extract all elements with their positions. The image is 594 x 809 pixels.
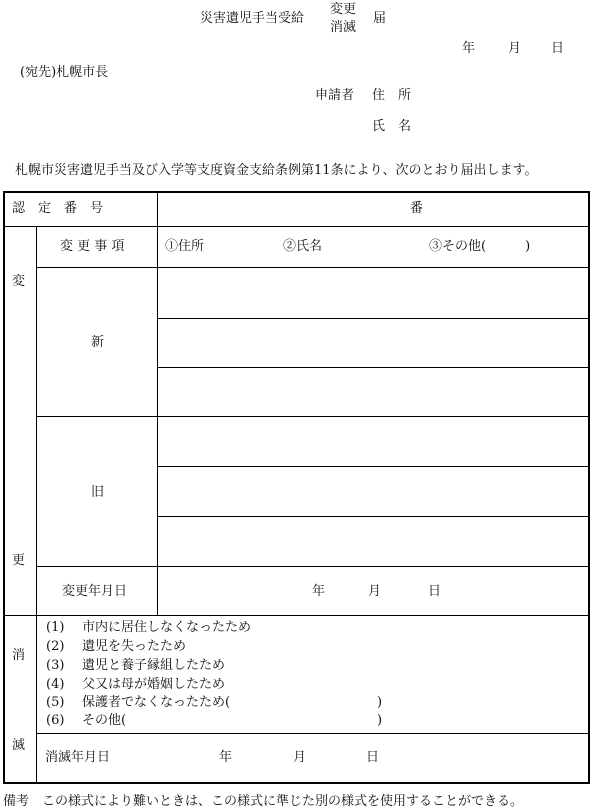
change-date-day: 日 [428, 584, 442, 599]
old-label: 旧 [91, 485, 105, 500]
reason-2-text[interactable]: 遺児を失ったため [82, 639, 187, 654]
cert-number-suffix: 番 [410, 201, 424, 216]
new-line-3-field[interactable] [158, 368, 588, 416]
table-border-right [588, 191, 590, 784]
address-label: 住 所 [372, 88, 412, 103]
row-divider [36, 566, 590, 567]
submit-date-year: 年 [462, 41, 476, 56]
title-option-extinction: 消滅 [330, 20, 357, 35]
extinction-section-label-top: 消 [12, 648, 26, 663]
row-divider [3, 226, 590, 227]
cert-number-label: 認 定 番 号 [12, 201, 104, 216]
reason-6-close: ) [377, 713, 383, 728]
col-divider [157, 191, 158, 227]
form-title: 災害遺児手当受給 [200, 11, 305, 26]
old-line-1-field[interactable] [158, 417, 588, 466]
extinction-date-month: 月 [293, 750, 307, 765]
reason-5-close: ) [377, 695, 383, 710]
addressee: (宛先)札幌市長 [20, 65, 109, 80]
submit-date-day: 日 [551, 41, 565, 56]
extinction-date-year: 年 [219, 750, 233, 765]
reason-3-number: (3) [46, 658, 65, 673]
reason-6-number: (6) [46, 713, 65, 728]
change-section-label-bottom: 更 [12, 553, 26, 568]
new-label: 新 [91, 335, 105, 350]
change-items-label: 変 更 事 項 [60, 239, 125, 254]
change-option-address[interactable]: ①住所 [165, 239, 205, 254]
change-date-month: 月 [368, 584, 382, 599]
intro-text: 札幌市災害遺児手当及び入学等支度資金支給条例第11条により、次のとおり届出します。 [15, 163, 538, 178]
extinction-section-label-bottom: 滅 [12, 738, 26, 753]
row-divider [3, 615, 590, 616]
change-date-year: 年 [312, 584, 326, 599]
title-option-change: 変更 [330, 2, 357, 17]
old-line-2-field[interactable] [158, 467, 588, 516]
reason-1-number: (1) [46, 620, 65, 635]
reason-5-text[interactable]: 保護者でなくなったため( [82, 695, 231, 710]
table-border-left [3, 191, 5, 784]
row-divider [36, 733, 590, 734]
new-line-2-field[interactable] [158, 319, 588, 367]
new-line-1-field[interactable] [158, 268, 588, 318]
reason-1-text[interactable]: 市内に居住しなくなったため [82, 620, 252, 635]
table-border-bottom [3, 782, 590, 784]
footer-note: 備考 この様式により難いときは、この様式に準じた別の様式を使用することができる。 [3, 794, 524, 809]
applicant-label: 申請者 [315, 88, 355, 103]
old-line-3-field[interactable] [158, 517, 588, 566]
reason-2-number: (2) [46, 639, 65, 654]
reason-4-number: (4) [46, 677, 65, 692]
change-option-other[interactable]: ③その他( ) [429, 239, 531, 254]
submit-date-month: 月 [508, 41, 522, 56]
col-divider [36, 226, 37, 783]
name-label: 氏 名 [372, 119, 412, 134]
table-border-top [3, 191, 590, 193]
title-suffix: 届 [373, 11, 387, 26]
change-date-label: 変更年月日 [62, 584, 128, 599]
extinction-date-day: 日 [366, 750, 380, 765]
extinction-date-label: 消滅年月日 [45, 750, 111, 765]
change-section-label-top: 変 [12, 274, 26, 289]
change-option-name[interactable]: ②氏名 [283, 239, 323, 254]
reason-6-text[interactable]: その他( [82, 713, 127, 728]
reason-5-number: (5) [46, 695, 65, 710]
reason-3-text[interactable]: 遺児と養子縁組したため [82, 658, 226, 673]
reason-4-text[interactable]: 父又は母が婚姻したため [82, 677, 226, 692]
